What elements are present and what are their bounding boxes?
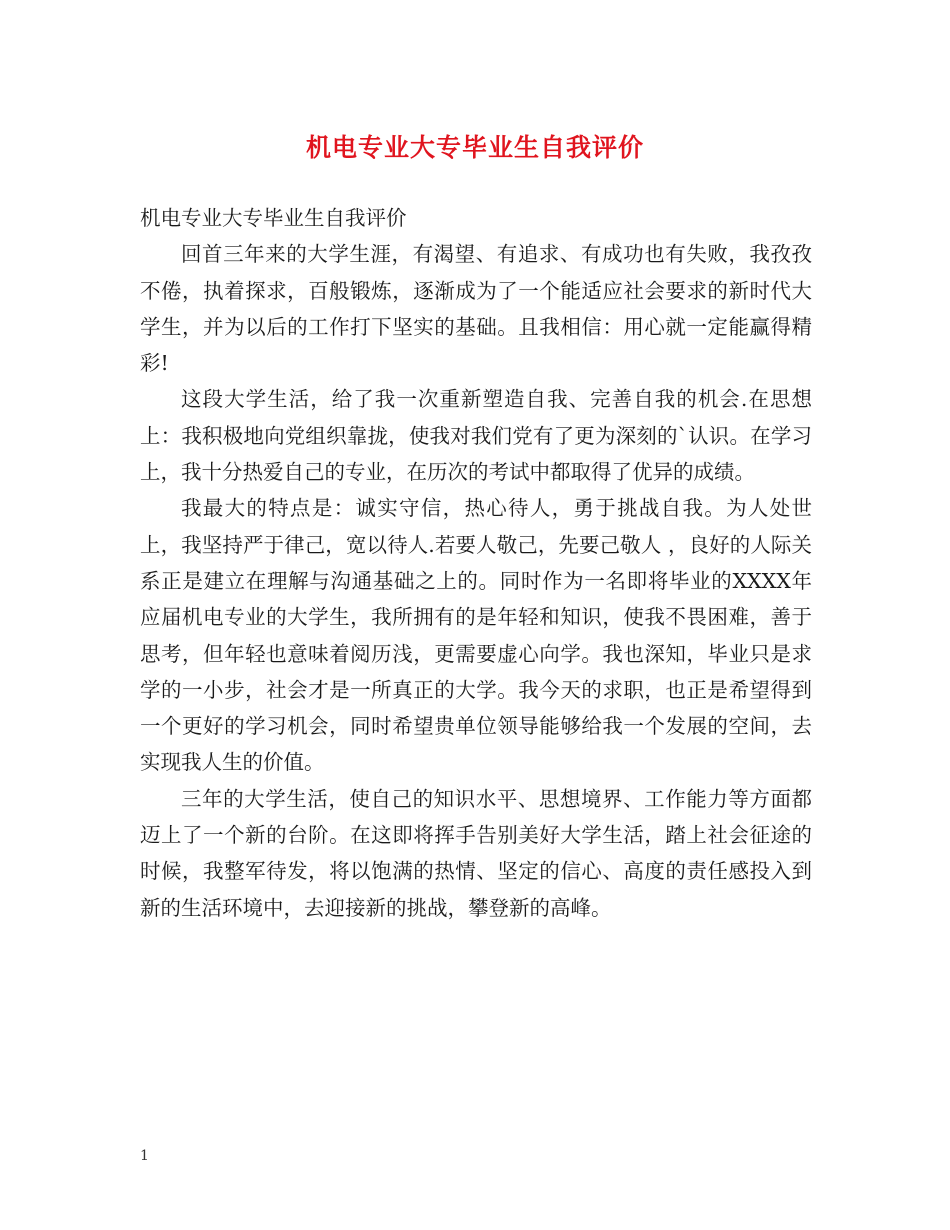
paragraph-3: 我最大的特点是：诚实守信，热心待人，勇于挑战自我。为人处世上，我坚持严于律己，宽以待人.若要人敬己，先要己敬人 ，良好的人际关系正是建立在理解与沟通基础之上的。同时作为一名即将毕业的XXXX年应届机电专业的大学生，我所拥有的是年轻和知识，使我不畏困难，善于思考，但年轻也意味着阅历浅，更需要虚心向学。我也深知，毕业只是求学的一小步，社会才是一所真正的大学。我今天的求职，也正是希望得到一个更好的学习机会，同时希望贵单位领导能够给我一个发展的空间，去实现我人生的价值。 (140, 496, 812, 775)
page-number: 1 (140, 1148, 149, 1164)
document-title: 机电专业大专毕业生自我评价 (305, 133, 644, 162)
paragraph-4: 三年的大学生活，使自己的知识水平、思想境界、工作能力等方面都迈上了一个新的台阶。在这即将挥手告别美好大学生活，踏上社会征途的时候，我整军待发，将以饱满的热情、坚定的信心、高度的责任感投入到新的生活环境中，去迎接新的挑战，攀登新的高峰。 (140, 786, 812, 920)
paragraph-1: 回首三年来的大学生涯，有渴望、有追求、有成功也有失败，我孜孜不倦，执着探求，百般锻炼，逐渐成为了一个能适应社会要求的新时代大学生，并为以后的工作打下坚实的基础。且我相信：用心就一定能赢得精彩! (140, 242, 812, 376)
body-heading: 机电专业大专毕业生自我评价 (140, 206, 407, 230)
document-body (140, 200, 812, 926)
paragraph-2: 这段大学生活，给了我一次重新塑造自我、完善自我的机会.在思想上：我积极地向党组织靠拢，使我对我们党有了更为深刻的`认识。在学习上，我十分热爱自己的专业，在历次的考试中都取得了优异的成绩。 (140, 387, 812, 485)
